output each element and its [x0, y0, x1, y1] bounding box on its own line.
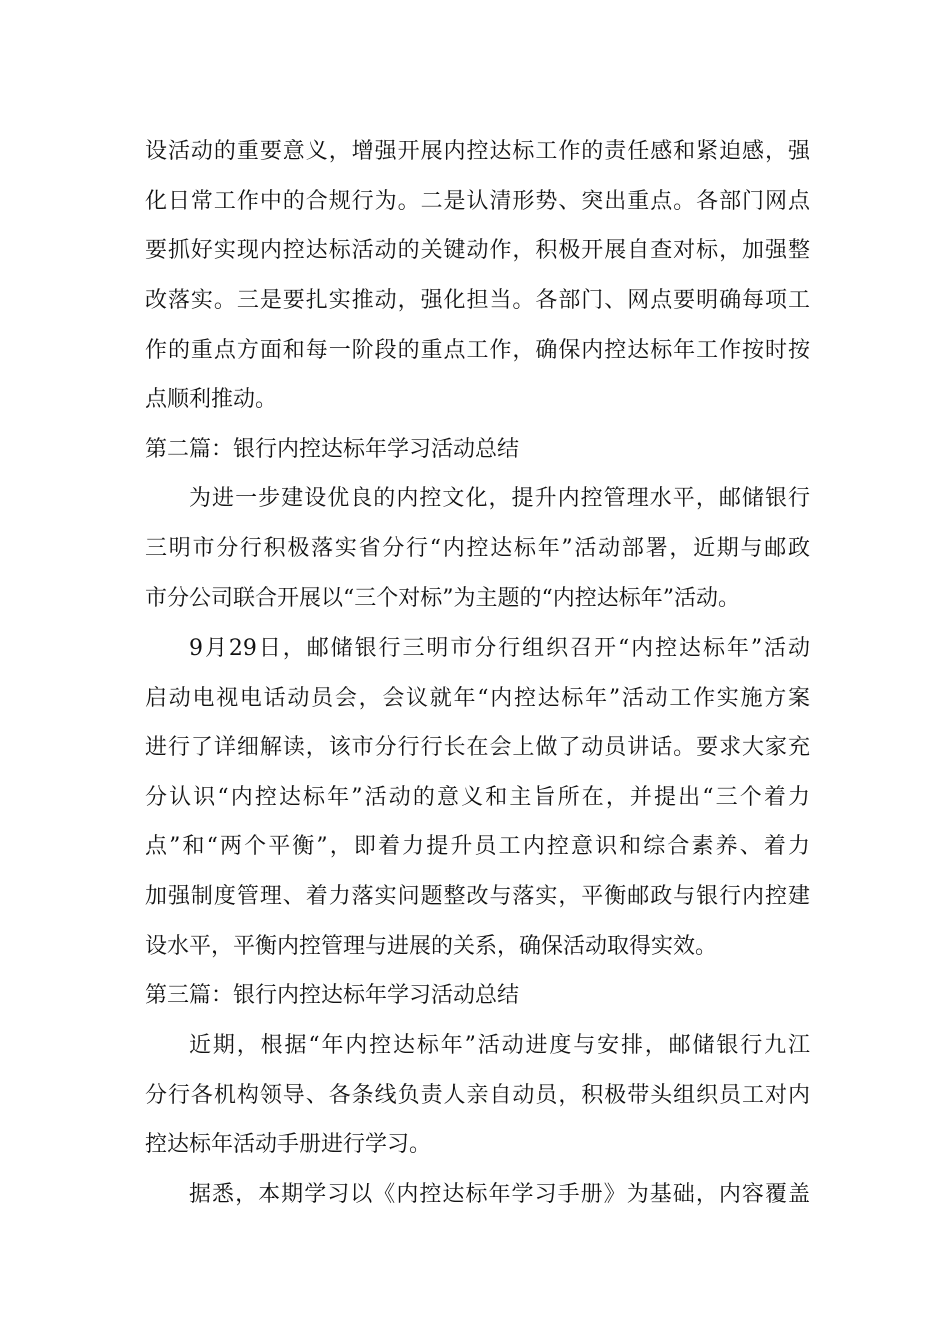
section-heading: 第三篇：银行内控达标年学习活动总结: [145, 983, 520, 1008]
paragraph-line: 点顺利推动。: [145, 387, 278, 412]
paragraph-line: 三明市分行积极落实省分行“内控达标年”活动部署，近期与邮政: [145, 536, 810, 561]
paragraph-line: 分认识“内控达标年”活动的意义和主旨所在，并提出“三个着力: [145, 785, 810, 810]
paragraph-line: 为进一步建设优良的内控文化，提升内控管理水平，邮储银行: [189, 486, 810, 511]
paragraph-line: 分行各机构领导、各条线负责人亲自动员，积极带头组织员工对内: [145, 1083, 810, 1108]
paragraph-line: 据悉，本期学习以《内控达标年学习手册》为基础，内容覆盖: [189, 1182, 810, 1207]
paragraph-line: 要抓好实现内控达标活动的关键动作，积极开展自查对标，加强整: [145, 238, 810, 263]
paragraph-line: 改落实。三是要扎实推动，强化担当。各部门、网点要明确每项工: [145, 288, 810, 313]
paragraph-line: 化日常工作中的合规行为。二是认清形势、突出重点。各部门网点: [145, 189, 810, 214]
paragraph-line: 市分公司联合开展以“三个对标”为主题的“内控达标年”活动。: [145, 586, 740, 611]
paragraph-line: 设水平，平衡内控管理与进展的关系，确保活动取得实效。: [145, 934, 718, 959]
paragraph-line: 启动电视电话动员会，会议就年“内控达标年”活动工作实施方案: [145, 686, 810, 711]
paragraph-line: 加强制度管理、着力落实问题整改与落实，平衡邮政与银行内控建: [145, 884, 810, 909]
paragraph-line: 设活动的重要意义，增强开展内控达标工作的责任感和紧迫感，强: [145, 139, 810, 164]
section-heading: 第二篇：银行内控达标年学习活动总结: [145, 437, 520, 462]
paragraph-line: 近期，根据“年内控达标年”活动进度与安排，邮储银行九江: [189, 1033, 810, 1058]
paragraph-line: 点”和“两个平衡”，即着力提升员工内控意识和综合素养、着力: [145, 834, 810, 859]
paragraph-line: 作的重点方面和每一阶段的重点工作，确保内控达标年工作按时按: [145, 338, 810, 363]
paragraph-line: 控达标年活动手册进行学习。: [145, 1132, 432, 1157]
paragraph-line: 9月29日，邮储银行三明市分行组织召开“内控达标年”活动: [189, 636, 810, 661]
paragraph-line: 进行了详细解读，该市分行行长在会上做了动员讲话。要求大家充: [145, 735, 810, 760]
